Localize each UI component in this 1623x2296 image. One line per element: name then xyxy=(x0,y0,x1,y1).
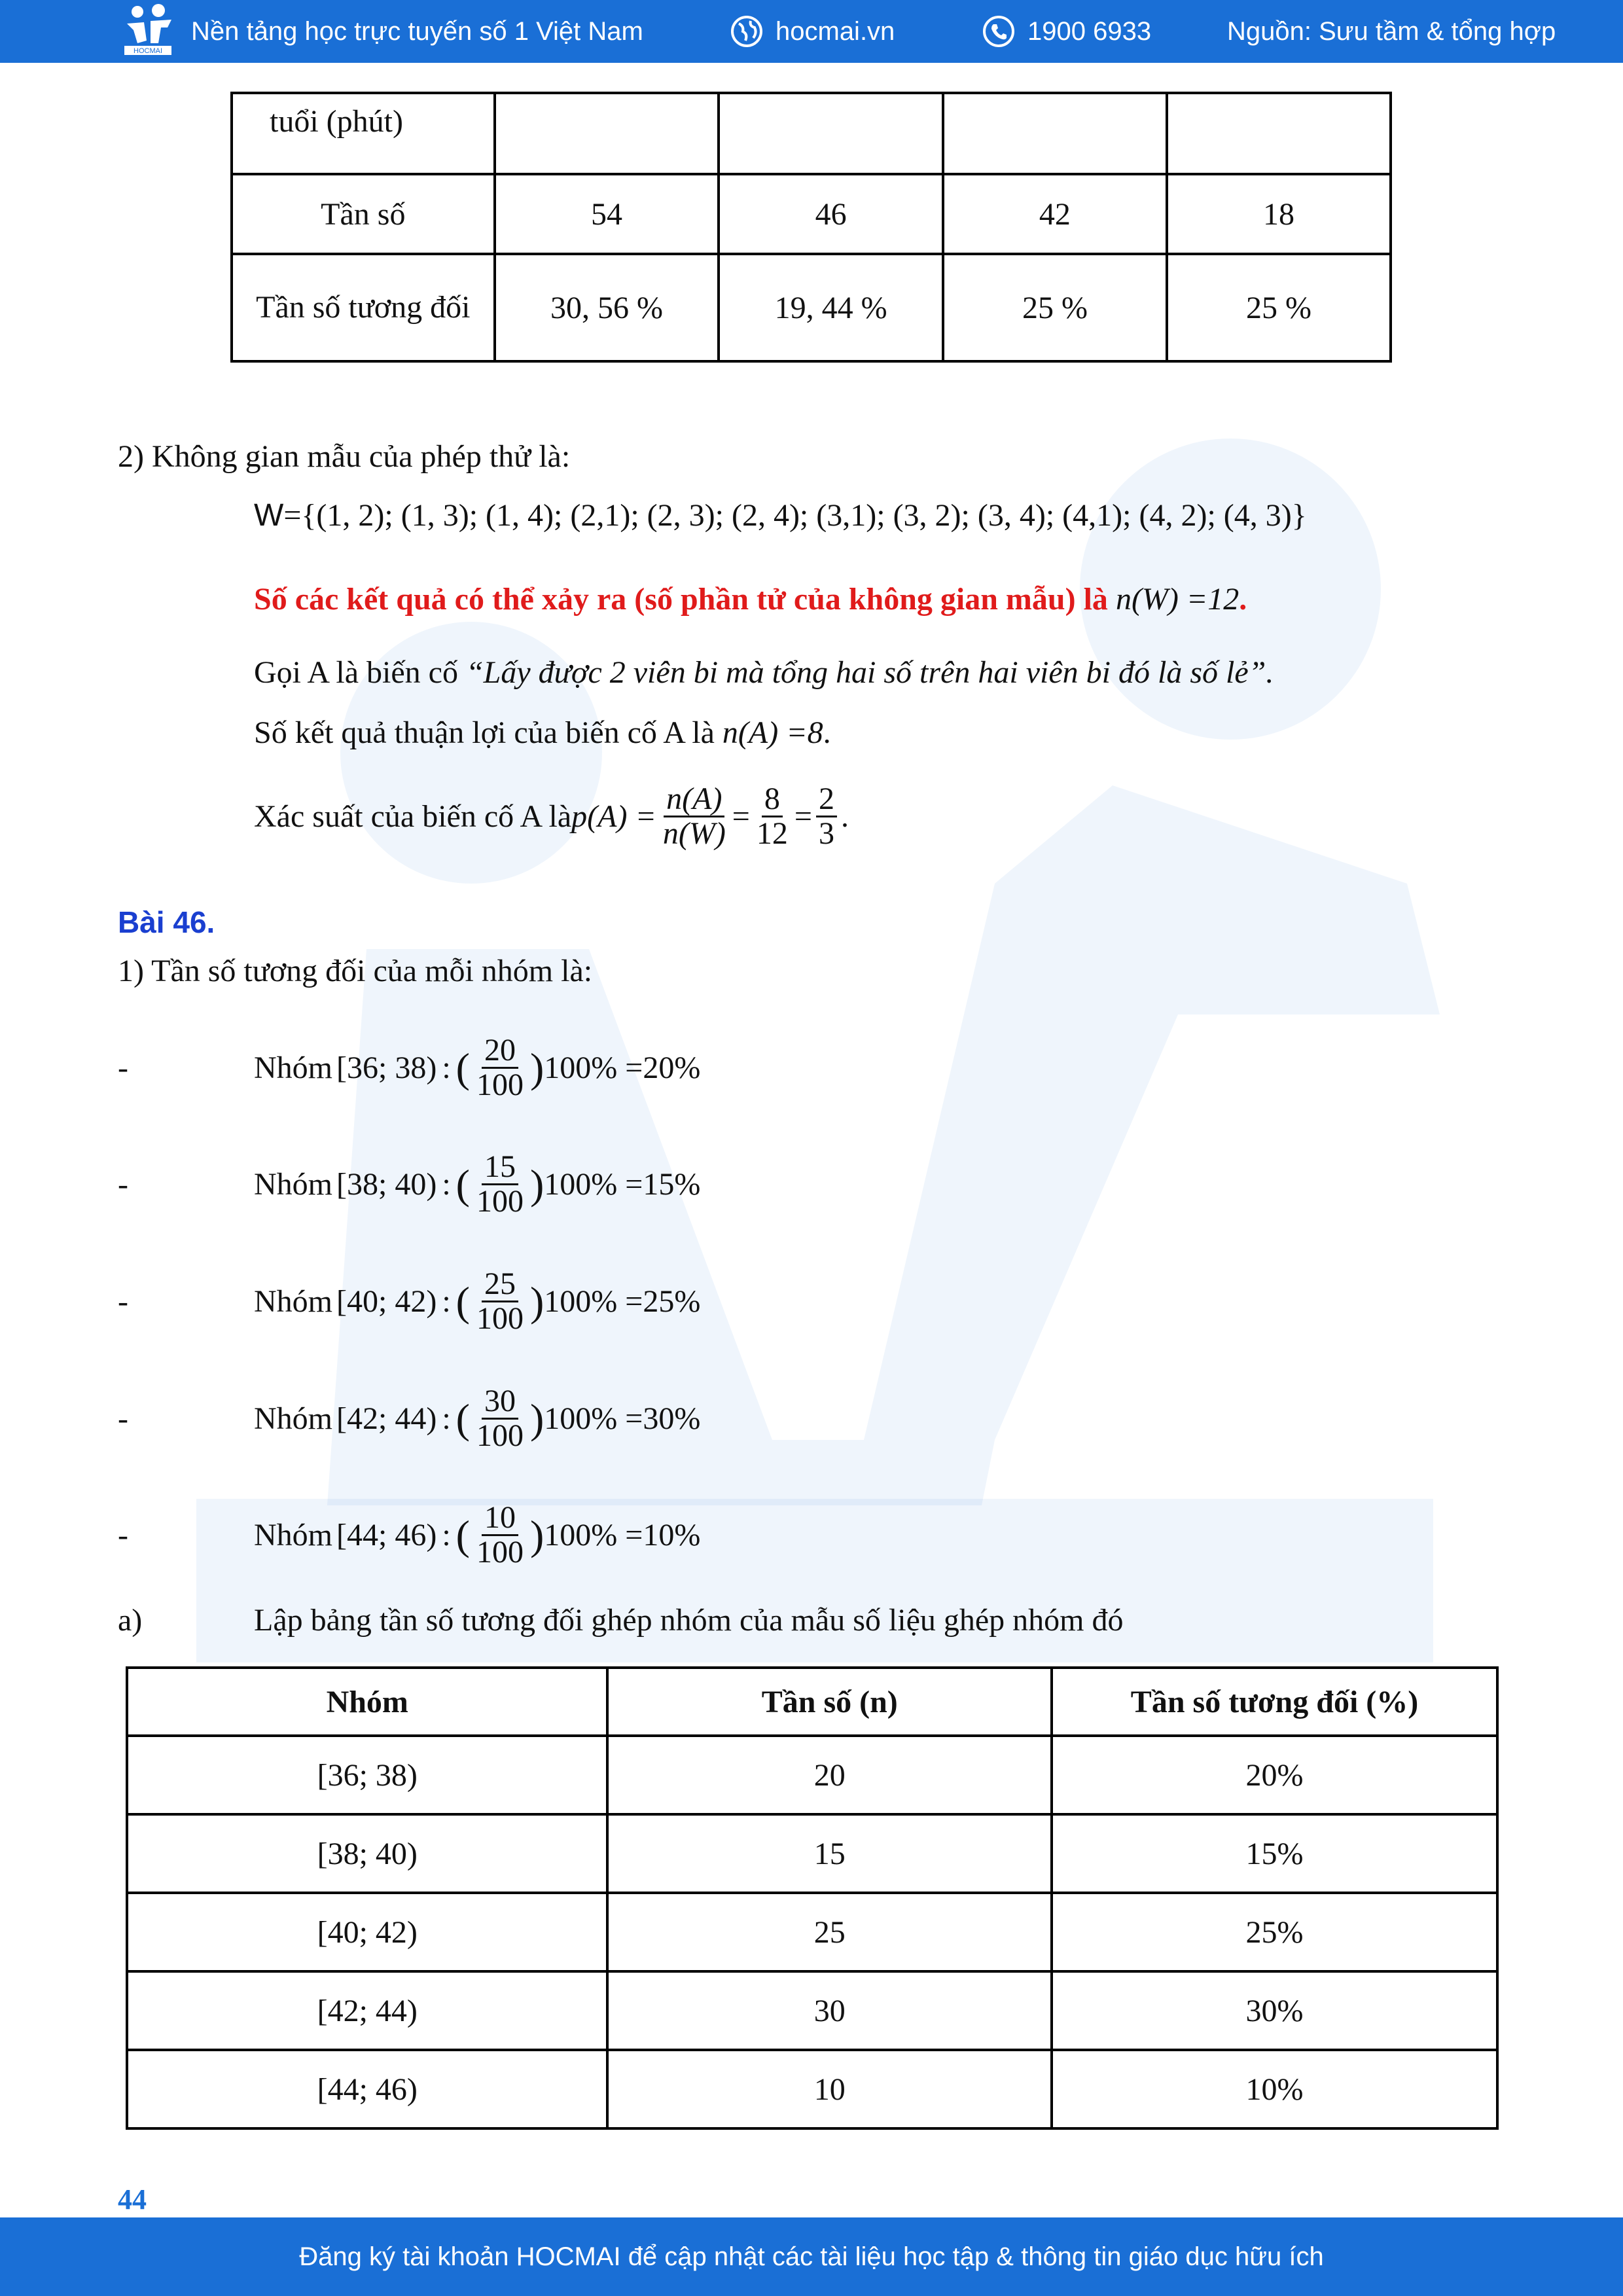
relative-frequency-cell: 10% xyxy=(1052,2050,1497,2128)
top-banner xyxy=(0,0,1623,63)
table-row xyxy=(127,1814,1497,1893)
table-row xyxy=(127,1971,1497,2050)
colon: : xyxy=(442,1050,451,1086)
list-dash: - xyxy=(118,1518,128,1553)
relative-frequency-table xyxy=(126,1666,1499,2130)
sample-count-text: Số các kết quả có thể xảy ra (số phần tử của không gian mẫu) là xyxy=(254,582,1116,617)
sample-space xyxy=(254,497,1307,533)
table-cell xyxy=(1167,93,1391,174)
probability-text: Xác suất của biến cố A là xyxy=(254,799,572,834)
group-label: Nhóm xyxy=(254,1050,332,1086)
group-interval: [38; 40) xyxy=(336,1167,437,1202)
group-result: 100% =20% xyxy=(544,1050,701,1086)
fraction-numerator: n(A) xyxy=(664,783,724,817)
left-paren: ( xyxy=(455,1395,470,1442)
fraction-denominator: n(W) xyxy=(662,816,726,852)
colon: : xyxy=(442,1284,451,1319)
header-site-link[interactable] xyxy=(730,0,895,63)
right-paren: ) xyxy=(529,1511,544,1558)
colon: : xyxy=(442,1401,451,1437)
event-quote: “Lấy được 2 viên bi mà tổng hai số trên hai viên bi đó là số lẻ”. xyxy=(465,655,1274,690)
group-fraction xyxy=(474,1034,526,1102)
frequency-cell: 15 xyxy=(607,1814,1052,1893)
group-result: 100% =30% xyxy=(544,1401,701,1437)
frequency-cell: 25 xyxy=(607,1893,1052,1971)
frequency-cell: 30 xyxy=(607,1971,1052,2050)
favorable-math: n(A) =8 xyxy=(722,715,823,750)
group-interval-cell: [38; 40) xyxy=(127,1814,607,1893)
list-dash: - xyxy=(118,1050,128,1086)
group-interval: [42; 44) xyxy=(336,1401,437,1437)
fraction-denominator: 100 xyxy=(476,1418,524,1454)
sample-count-math: n(W) =12 xyxy=(1115,582,1240,617)
right-paren: ) xyxy=(529,1278,544,1325)
group-fraction xyxy=(474,1501,526,1570)
group-fraction xyxy=(474,1151,526,1219)
part-a-label: a) xyxy=(118,1603,143,1638)
omega-set: {(1, 2); (1, 3); (1, 4); (2,1); (2, 3); (2, 4); (3,1); (3, 2); (3, 4); (4,1); (4, 2); (4, 3)} xyxy=(301,498,1307,533)
fraction-numerator: 2 xyxy=(816,783,837,817)
fraction-denominator: 3 xyxy=(818,816,834,852)
list-dash: - xyxy=(118,1284,128,1319)
table-cell: 30, 56 % xyxy=(495,254,719,361)
left-paren: ( xyxy=(455,1511,470,1558)
table-cell: 42 xyxy=(943,174,1167,254)
column-header: Tần số tương đối (%) xyxy=(1052,1668,1497,1736)
exercise-title: Bài 46. xyxy=(118,905,215,939)
fraction-denominator: 100 xyxy=(476,1184,524,1219)
relative-frequency-cell: 20% xyxy=(1052,1736,1497,1814)
group-interval-cell: [44; 46) xyxy=(127,2050,607,2128)
fraction-denominator: 100 xyxy=(476,1301,524,1336)
group-interval-cell: [42; 44) xyxy=(127,1971,607,2050)
group-label: Nhóm xyxy=(254,1167,332,1202)
event-text: Gọi A là biến cố xyxy=(254,655,466,690)
fraction-numerator: 30 xyxy=(482,1385,518,1420)
group-interval: [44; 46) xyxy=(336,1518,437,1553)
favorable-end: . xyxy=(823,715,831,750)
table-cell: 46 xyxy=(719,174,943,254)
fraction-numerator: 20 xyxy=(482,1034,518,1069)
group-result: 100% =25% xyxy=(544,1284,701,1319)
fraction-denominator: 100 xyxy=(476,1535,524,1570)
group-label: Nhóm xyxy=(254,1284,332,1319)
group-result: 100% =15% xyxy=(544,1167,701,1202)
table-row-label: Tần số xyxy=(232,174,495,254)
right-paren: ) xyxy=(529,1160,544,1208)
table-cell: 19, 44 % xyxy=(719,254,943,361)
header-phone-link[interactable] xyxy=(982,0,1151,63)
table-cell: 25 % xyxy=(1167,254,1391,361)
left-paren: ( xyxy=(455,1278,470,1325)
probability-end: . xyxy=(840,799,849,834)
sample-count-end: . xyxy=(1239,582,1247,617)
group-label: Nhóm xyxy=(254,1401,332,1437)
fraction-numerator: 25 xyxy=(482,1268,518,1302)
table-row xyxy=(232,93,1391,174)
frequency-cell: 20 xyxy=(607,1736,1052,1814)
list-dash: - xyxy=(118,1401,128,1437)
favorable-text: Số kết quả thuận lợi của biến cố A là xyxy=(254,715,722,750)
probability-lhs: p(A) = xyxy=(571,799,656,834)
table-row-label: tuổi (phút) xyxy=(232,93,495,174)
group-line xyxy=(118,1501,700,1570)
group-line xyxy=(118,1268,700,1336)
page-number: 44 xyxy=(118,2183,147,2215)
column-header: Nhóm xyxy=(127,1668,607,1736)
table-cell xyxy=(943,93,1167,174)
globe-icon xyxy=(730,14,764,48)
relative-frequency-cell: 25% xyxy=(1052,1893,1497,1971)
part2-intro: 2) Không gian mẫu của phép thử là: xyxy=(118,439,571,474)
column-header: Tần số (n) xyxy=(607,1668,1052,1736)
colon: : xyxy=(442,1167,451,1202)
colon: : xyxy=(442,1518,451,1553)
phone-icon xyxy=(982,14,1016,48)
group-interval: [40; 42) xyxy=(336,1284,437,1319)
table-row xyxy=(127,2050,1497,2128)
probability-fraction-3 xyxy=(816,783,837,851)
favorable-count xyxy=(254,715,831,751)
omega-eq: = xyxy=(283,498,302,533)
probability-fraction-1 xyxy=(660,783,728,851)
frequency-table-continued xyxy=(230,92,1392,363)
group-fraction xyxy=(474,1385,526,1453)
group-line xyxy=(118,1034,700,1102)
table-cell: 18 xyxy=(1167,174,1391,254)
header-tagline: Nền tảng học trực tuyến số 1 Việt Nam xyxy=(191,16,643,46)
frequency-cell: 10 xyxy=(607,2050,1052,2128)
table-row xyxy=(127,1736,1497,1814)
group-result: 100% =10% xyxy=(544,1518,701,1553)
group-interval: [36; 38) xyxy=(336,1050,437,1086)
fraction-numerator: 10 xyxy=(482,1501,518,1536)
group-line xyxy=(118,1385,700,1453)
part-a-text: Lập bảng tần số tương đối ghép nhóm của mẫu số liệu ghép nhóm đó xyxy=(254,1603,1124,1638)
hocmai-logo-icon xyxy=(118,4,178,58)
group-fraction xyxy=(474,1268,526,1336)
footer-banner[interactable]: Đăng ký tài khoản HOCMAI để cập nhật các tài liệu học tập & thông tin giáo dục hữu ích xyxy=(0,2217,1623,2296)
table-header-row xyxy=(127,1668,1497,1736)
table-row xyxy=(232,254,1391,361)
equals-sign: = xyxy=(732,799,750,834)
event-definition xyxy=(254,655,1274,691)
left-paren: ( xyxy=(455,1044,470,1091)
right-paren: ) xyxy=(529,1044,544,1091)
table-cell: 54 xyxy=(495,174,719,254)
list-dash: - xyxy=(118,1167,128,1202)
logo-text: HOCMAI xyxy=(134,47,162,55)
right-paren: ) xyxy=(529,1395,544,1442)
fraction-denominator: 12 xyxy=(756,816,788,852)
table-cell xyxy=(719,93,943,174)
sample-count-line xyxy=(254,581,1247,617)
exercise-intro: 1) Tần số tương đối của mỗi nhóm là: xyxy=(118,954,593,988)
relative-frequency-cell: 15% xyxy=(1052,1814,1497,1893)
group-interval-cell: [36; 38) xyxy=(127,1736,607,1814)
table-row xyxy=(127,1893,1497,1971)
header-site: hocmai.vn xyxy=(776,16,895,46)
table-row-label: Tần số tương đối xyxy=(232,254,495,361)
header-phone: 1900 6933 xyxy=(1027,16,1152,46)
fraction-denominator: 100 xyxy=(476,1067,524,1103)
probability-line xyxy=(254,783,849,851)
left-paren: ( xyxy=(455,1160,470,1208)
fraction-numerator: 8 xyxy=(762,783,783,817)
group-line xyxy=(118,1151,700,1219)
header-source: Nguồn: Sưu tầm & tổng hợp xyxy=(1227,16,1556,46)
equals-sign: = xyxy=(794,799,812,834)
table-cell: 25 % xyxy=(943,254,1167,361)
table-row xyxy=(232,174,1391,254)
relative-frequency-cell: 30% xyxy=(1052,1971,1497,2050)
probability-fraction-2 xyxy=(754,783,791,851)
fraction-numerator: 15 xyxy=(482,1151,518,1185)
group-interval-cell: [40; 42) xyxy=(127,1893,607,1971)
omega-symbol: W xyxy=(254,498,284,533)
group-label: Nhóm xyxy=(254,1518,332,1553)
table-cell xyxy=(495,93,719,174)
